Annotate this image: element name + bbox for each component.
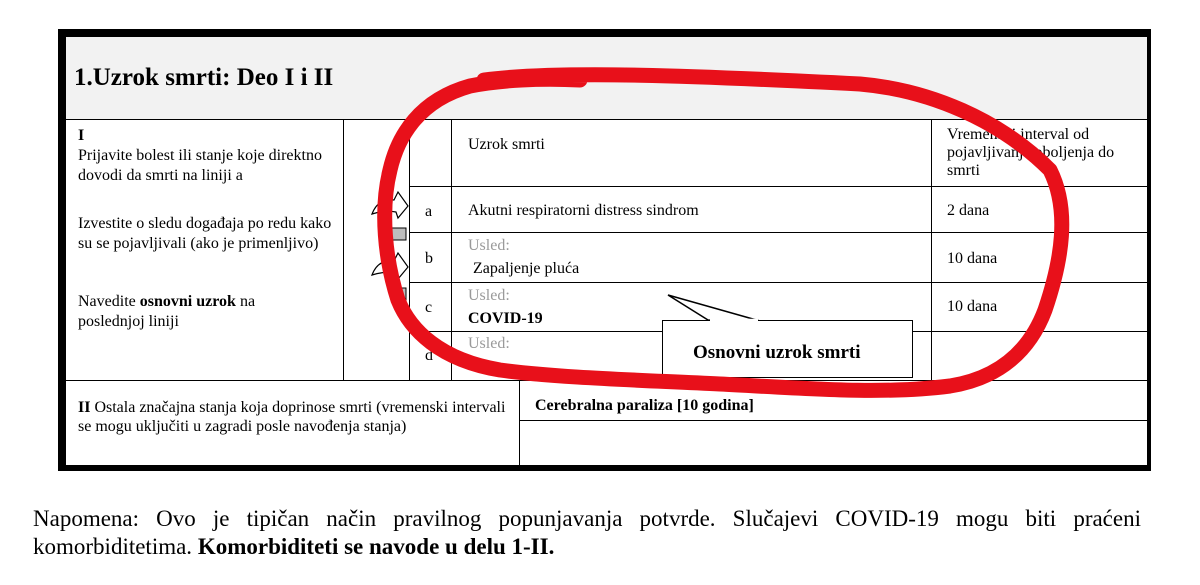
row-letter-c: c <box>425 299 433 316</box>
header-interval: Vremenski interval od pojavljivanja oboljenja do smrti <box>947 126 1115 179</box>
footnote: Napomena: Ovo je tipičan način pravilnog popunjavanja potvrde. Slučajevi COVID-19 mogu biti praćeni komorbiditetima. Komorbiditeti se navode u delu 1-II. <box>33 506 1141 559</box>
row-cause-b: Zapaljenje pluća <box>473 260 580 277</box>
row-cause-c: COVID-19 <box>468 310 543 327</box>
part1-instruction-sequence: Izvestite o sledu događaja po redu kako su se pojavljivali (ako je primenljivo) <box>78 215 332 252</box>
row-interval-c: 10 dana <box>947 298 998 315</box>
row-prefix-b: Usled: <box>468 237 510 254</box>
row-prefix-c: Usled: <box>468 287 510 304</box>
part2-label: II Ostala značajna stanja koja doprinose smrti (vremenski intervali se mogu uključiti u zagradi posle navođenja stanja) <box>78 399 506 435</box>
part1-instruction-underlying: Navedite osnovni uzrok na poslednjoj liniji <box>78 293 256 330</box>
row-letter-d: d <box>425 347 433 364</box>
section-title: 1.Uzrok smrti: Deo I i II <box>74 64 334 91</box>
callout-label: Osnovni uzrok smrti <box>693 342 861 363</box>
part2-value: Cerebralna paraliza [10 godina] <box>535 397 754 414</box>
row-interval-b: 10 dana <box>947 250 998 267</box>
header-cause: Uzrok smrti <box>468 136 545 153</box>
part1-instruction-line-a: Prijavite bolest ili stanje koje direktno dovodi da smrti na liniji a <box>78 147 322 184</box>
part1-roman: I <box>78 127 85 144</box>
row-letter-a: a <box>425 203 433 220</box>
row-letter-b: b <box>425 250 433 267</box>
row-cause-a: Akutni respiratorni distress sindrom <box>468 202 699 219</box>
row-interval-a: 2 dana <box>947 202 990 219</box>
row-prefix-d: Usled: <box>468 335 510 352</box>
